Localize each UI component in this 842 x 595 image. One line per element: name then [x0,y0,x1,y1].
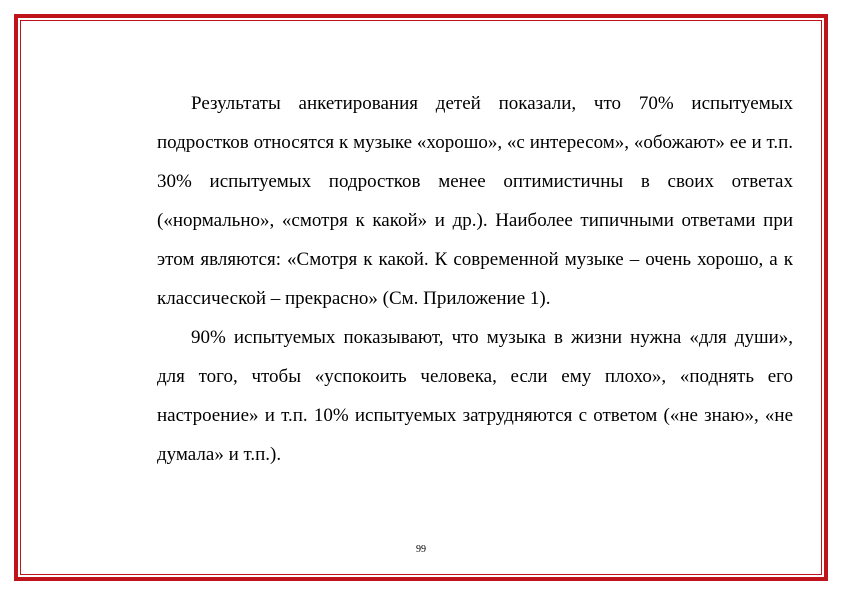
paragraph-music-needs: 90% испытуемых показывают, что музыка в жизни нужна «для души», для того, чтобы «успокоить человека, если ему плохо», «поднять его настроение» и т.п. 10% испытуемых затрудняются с ответом («не знаю», «не думала» и т.п.). [157,327,793,465]
paragraph-survey-results: Результаты анкетирования детей показали, что 70% испытуемых подростков относятся к музыке «хорошо», «с интересом», «обожают» ее и т.п. 30% испытуемых подростков менее оптимистичны в своих ответах («нормально», «смотря к какой» и др.). Наиболее типичными ответами при этом являются: «Смотря к какой. К современной музыке – очень хорошо, а к классической – прекрасно» (См. Приложение 1). [157,93,793,309]
page-number: 99 [416,544,426,555]
page-body [157,84,793,474]
